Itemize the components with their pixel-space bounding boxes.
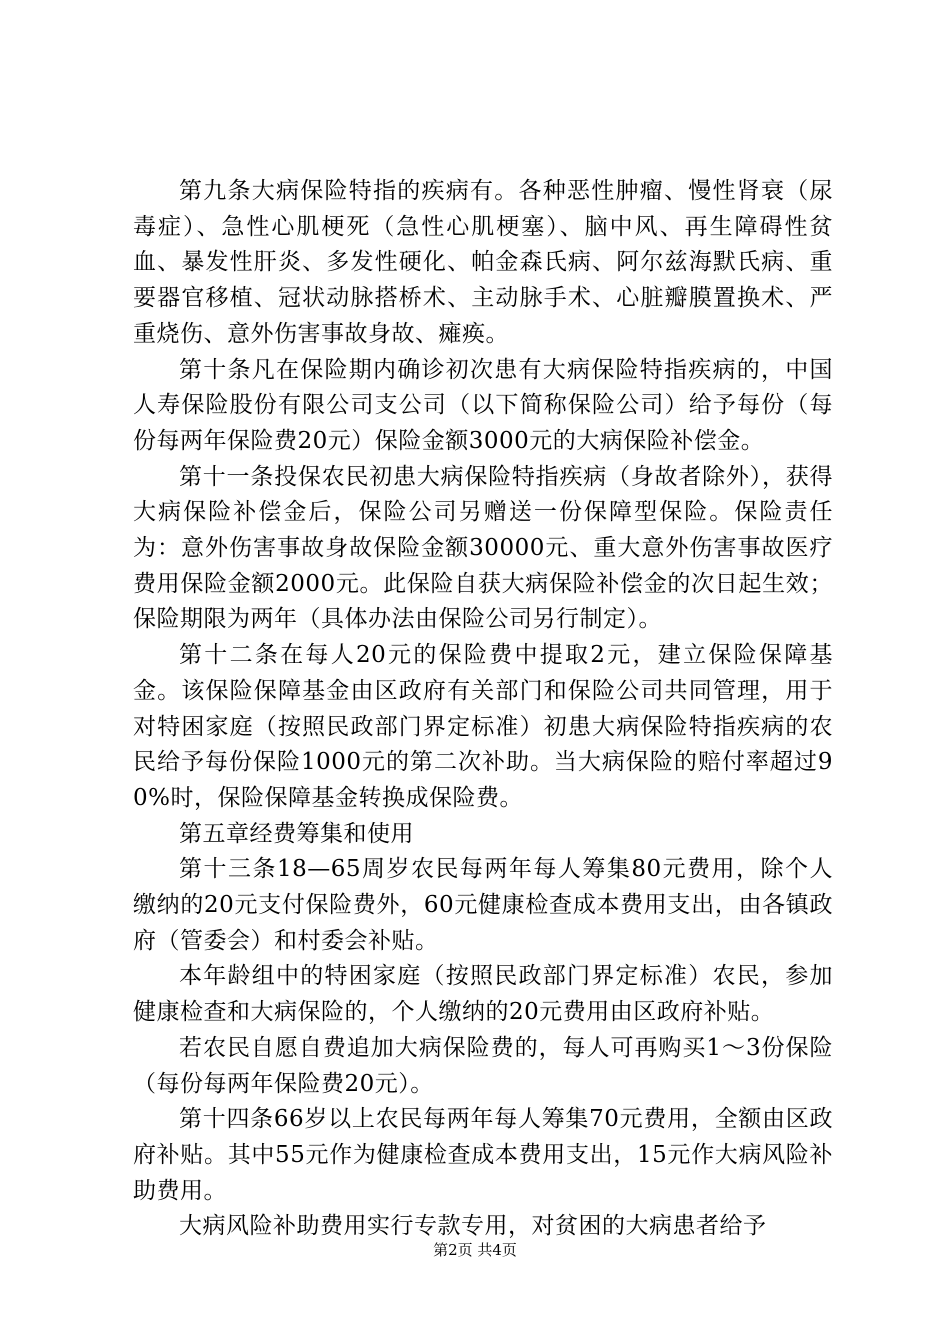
article-13-paragraph: 第十三条18—65周岁农民每两年每人筹集80元费用，除个人缴纳的20元支付保险费外，60元健康检查成本费用支出，由各镇政府（管委会）和村委会补贴。 (133, 856, 833, 954)
voluntary-insurance-paragraph: 若农民自愿自费追加大病保险费的，每人可再购买1～3份保险（每份每两年保险费20元）。 (133, 1034, 833, 1097)
page-number-footer: 第2页 共4页 (433, 1241, 517, 1259)
chapter-5-heading: 第五章经费筹集和使用 (179, 820, 414, 847)
risk-subsidy-paragraph: 大病风险补助费用实行专款专用，对贫困的大病患者给予 (179, 1213, 767, 1240)
article-11-paragraph: 第十一条投保农民初患大病保险特指疾病（身故者除外），获得大病保险补偿金后，保险公司另赠送一份保障型保险。保险责任为：意外伤害事故身故保险金额30000元、重大意外伤害事故医疗费用保险金额2000元。此保险自获大病保险补偿金的次日起生效；保险期限为两年（具体办法由保险公司另行制定）。 (133, 463, 833, 633)
poor-family-paragraph: 本年龄组中的特困家庭（按照民政部门界定标准）农民，参加健康检查和大病保险的，个人缴纳的20元费用由区政府补贴。 (133, 963, 833, 1026)
article-12-paragraph: 第十二条在每人20元的保险费中提取2元，建立保险保障基金。该保险保障基金由区政府有关部门和保险公司共同管理，用于对特困家庭（按照民政部门界定标准）初患大病保险特指疾病的农民给予每份保险1000元的第二次补助。当大病保险的赔付率超过90%时，保险保障基金转换成保险费。 (133, 642, 833, 811)
article-14-paragraph: 第十四条66岁以上农民每两年每人筹集70元费用，全额由区政府补贴。其中55元作为健康检查成本费用支出，15元作大病风险补助费用。 (133, 1106, 833, 1204)
document-body (133, 174, 833, 1245)
article-9-paragraph: 第九条大病保险特指的疾病有。各种恶性肿瘤、慢性肾衰（尿毒症）、急性心肌梗死（急性心肌梗塞）、脑中风、再生障碍性贫血、暴发性肝炎、多发性硬化、帕金森氏病、阿尔兹海默氏病、重要器官移植、冠状动脉搭桥术、主动脉手术、心脏瓣膜置换术、严重烧伤、意外伤害事故身故、瘫痪。 (133, 178, 833, 347)
article-10-paragraph: 第十条凡在保险期内确诊初次患有大病保险特指疾病的，中国人寿保险股份有限公司支公司（以下简称保险公司）给予每份（每份每两年保险费20元）保险金额3000元的大病保险补偿金。 (133, 356, 833, 454)
